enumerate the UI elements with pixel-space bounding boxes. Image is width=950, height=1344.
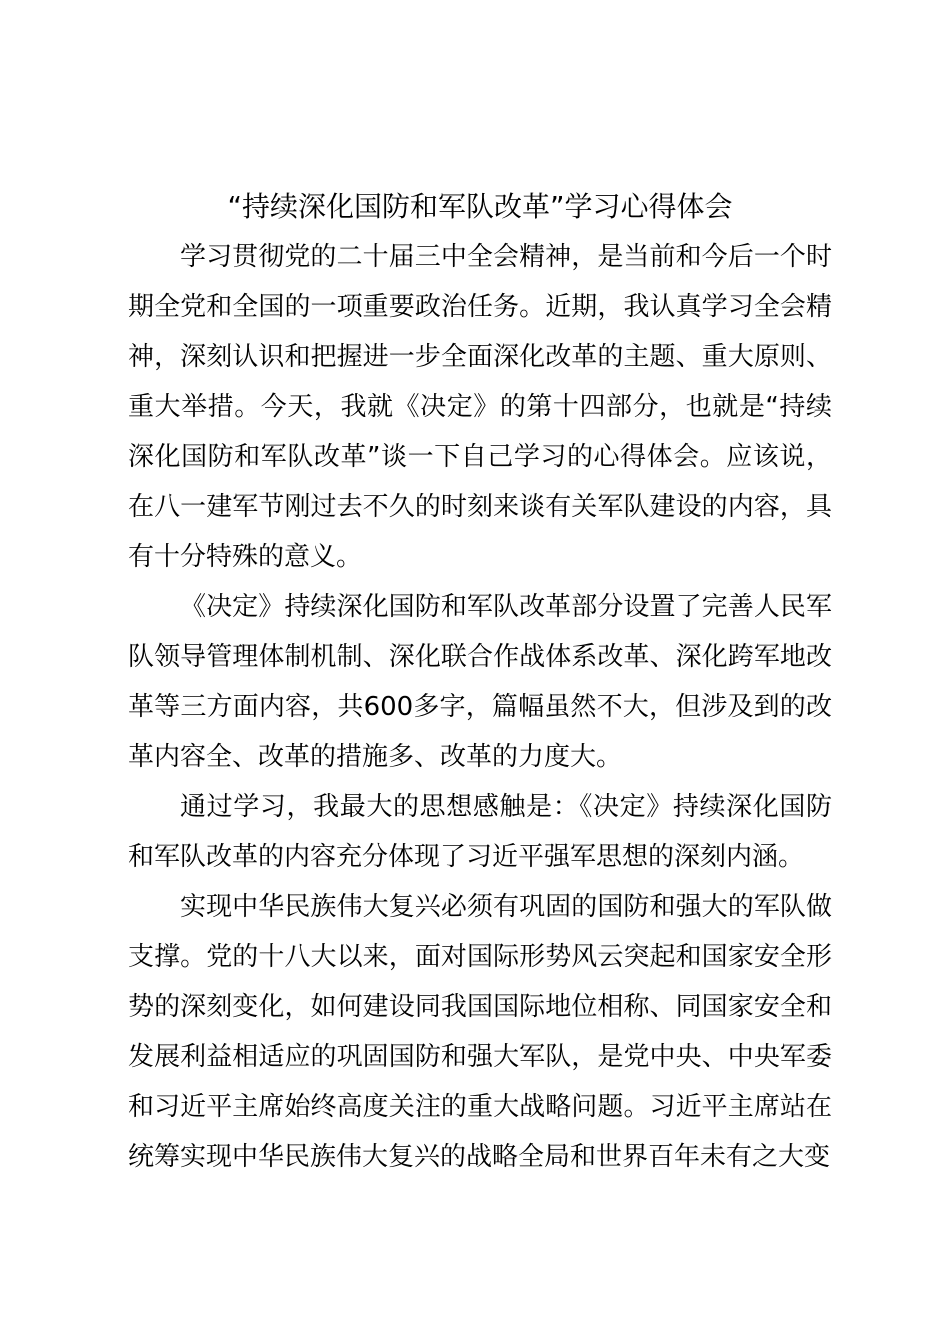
paragraph-2: 《决定》持续深化国防和军队改革部分设置了完善人民军队领导管理体制机制、深化联合作战体系改革、深化跨军地改革等三方面内容，共600多字，篇幅虽然不大，但涉及到的改革内容全、改革的措施多、改革的力度大。 [128,592,832,772]
paragraph-4: 实现中华民族伟大复兴必须有巩固的国防和强大的军队做支撑。党的十八大以来，面对国际形势风云突起和国家安全形势的深刻变化，如何建设同我国国际地位相称、同国家安全和发展利益相适应的巩固国防和强大军队，是党中央、中央军委和习近平主席始终高度关注的重大战略问题。习近平主席站在统筹实现中华民族伟大复兴的战略全局和世界百年未有之大变 [128,892,832,1172]
paragraph-3: 通过学习，我最大的思想感触是：《决定》持续深化国防和军队改革的内容充分体现了习近平强军思想的深刻内涵。 [128,792,832,872]
paragraph-1: 学习贯彻党的二十届三中全会精神，是当前和今后一个时期全党和全国的一项重要政治任务。近期，我认真学习全会精神，深刻认识和把握进一步全面深化改革的主题、重大原则、重大举措。今天，我就《决定》的第十四部分，也就是“持续深化国防和军队改革”谈一下自己学习的心得体会。应该说，在八一建军节刚过去不久的时刻来谈有关军队建设的内容，具有十分特殊的意义。 [128,242,832,572]
document-body [128,182,832,1182]
document-title: “持续深化国防和军队改革”学习心得体会 [227,190,733,223]
